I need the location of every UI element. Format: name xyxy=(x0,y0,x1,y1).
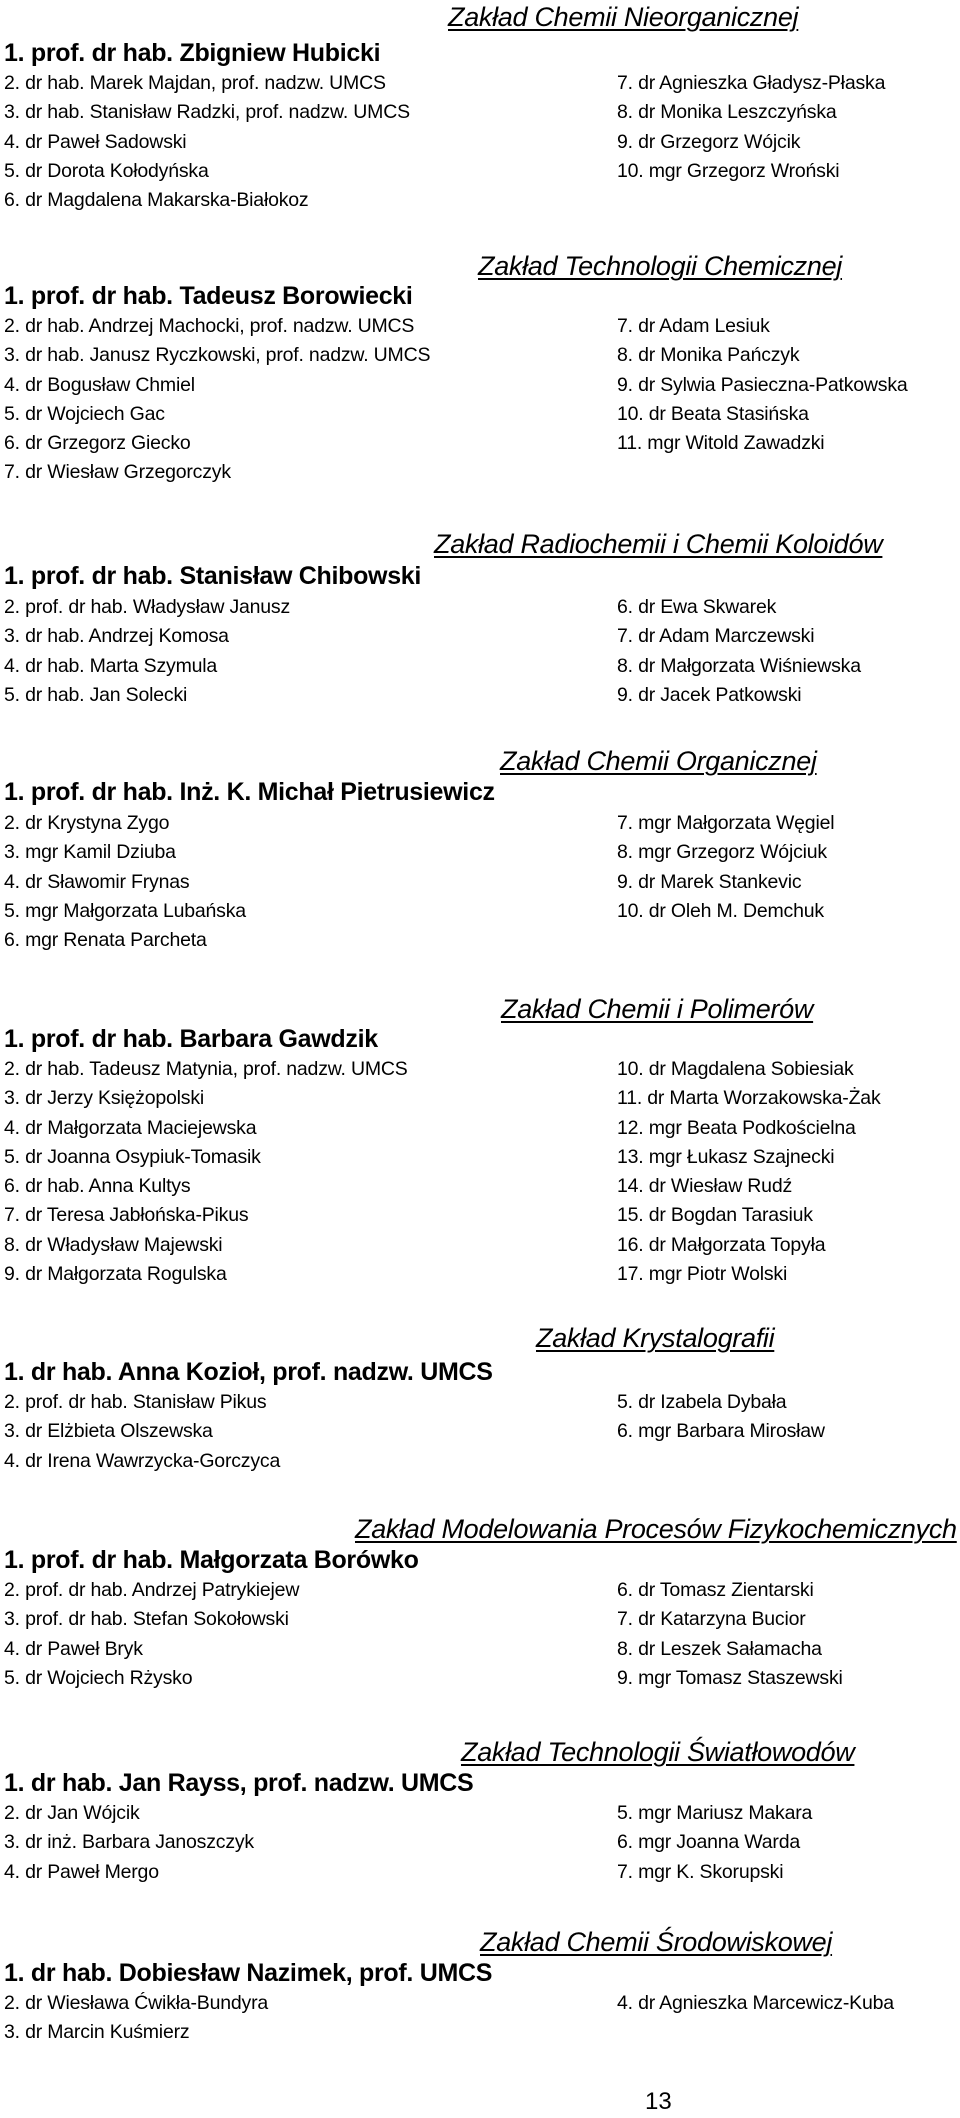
staff-member: 3. dr Jerzy Księżopolski xyxy=(4,1087,205,1110)
staff-member: 7. dr Teresa Jabłońska-Pikus xyxy=(4,1204,249,1227)
staff-member: 7. dr Agnieszka Gładysz-Płaska xyxy=(617,72,886,94)
department-title: Zakład Chemii Organicznej xyxy=(500,746,817,776)
staff-member: 3. mgr Kamil Dziuba xyxy=(4,841,176,864)
staff-member: 10. dr Magdalena Sobiesiak xyxy=(617,1058,854,1080)
staff-column-left xyxy=(4,809,246,955)
staff-member: 6. dr Magdalena Makarska-Białokoz xyxy=(4,189,309,212)
department-head: 1. dr hab. Dobiesław Nazimek, prof. UMCS xyxy=(4,1959,493,1987)
staff-member: 4. dr hab. Marta Szymula xyxy=(4,654,218,677)
staff-member: 11. dr Marta Worzakowska-Żak xyxy=(617,1087,881,1110)
staff-column-right xyxy=(617,312,908,458)
staff-member: 2. prof. dr hab. Stanisław Pikus xyxy=(4,1391,267,1413)
staff-member: 4. dr Paweł Bryk xyxy=(4,1637,143,1660)
staff-member: 7. dr Wiesław Grzegorczyk xyxy=(4,461,231,484)
staff-member: 2. dr Wiesława Ćwikła-Bundyra xyxy=(4,1992,269,2014)
department-title: Zakład Chemii Środowiskowej xyxy=(480,1927,833,1957)
department-title: Zakład Chemii Nieorganicznej xyxy=(448,2,799,32)
staff-member: 5. mgr Małgorzata Lubańska xyxy=(4,899,246,922)
staff-member: 2. dr Jan Wójcik xyxy=(4,1802,140,1824)
department-head: 1. dr hab. Jan Rayss, prof. nadzw. UMCS xyxy=(4,1769,474,1797)
staff-member: 2. dr Krystyna Zygo xyxy=(4,812,170,834)
staff-member: 8. dr Władysław Majewski xyxy=(4,1233,223,1256)
staff-member: 5. dr Dorota Kołodyńska xyxy=(4,159,209,182)
staff-member: 6. mgr Joanna Warda xyxy=(617,1831,800,1854)
staff-member: 4. dr Bogusław Chmiel xyxy=(4,373,195,396)
staff-column-right xyxy=(617,593,861,710)
staff-member: 8. dr Leszek Sałamacha xyxy=(617,1637,822,1660)
staff-member: 4. dr Małgorzata Maciejewska xyxy=(4,1116,257,1139)
staff-column-right xyxy=(617,1799,812,1887)
staff-member: 2. dr hab. Tadeusz Matynia, prof. nadzw. UMCS xyxy=(4,1058,408,1080)
staff-column-left xyxy=(4,1799,254,1887)
page-number: 13 xyxy=(645,2088,672,2115)
staff-member: 3. dr hab. Andrzej Komosa xyxy=(4,625,229,648)
staff-member: 4. dr Paweł Sadowski xyxy=(4,130,187,153)
staff-column-left xyxy=(4,312,430,488)
staff-member: 5. dr Izabela Dybała xyxy=(617,1391,787,1413)
staff-member: 7. dr Adam Lesiuk xyxy=(617,315,770,337)
staff-member: 9. mgr Tomasz Staszewski xyxy=(617,1666,843,1689)
staff-column-right xyxy=(617,1388,825,1447)
staff-member: 3. dr hab. Stanisław Radzki, prof. nadzw. UMCS xyxy=(4,101,410,124)
staff-member: 7. dr Katarzyna Bucior xyxy=(617,1608,806,1631)
staff-member: 12. mgr Beata Podkościelna xyxy=(617,1116,856,1139)
staff-member: 9. dr Jacek Patkowski xyxy=(617,683,802,706)
staff-column-right xyxy=(617,1576,843,1693)
department-title: Zakład Modelowania Procesów Fizykochemicznych xyxy=(355,1514,957,1544)
staff-member: 6. mgr Renata Parcheta xyxy=(4,929,207,952)
staff-column-left xyxy=(4,1055,408,1289)
department-head: 1. prof. dr hab. Inż. K. Michał Pietrusiewicz xyxy=(4,778,495,806)
staff-member: 10. dr Oleh M. Demchuk xyxy=(617,899,824,922)
staff-member: 13. mgr Łukasz Szajnecki xyxy=(617,1145,835,1168)
staff-column-left xyxy=(4,69,410,215)
staff-member: 6. dr Grzegorz Giecko xyxy=(4,432,191,455)
staff-column-left xyxy=(4,593,290,710)
staff-column-left xyxy=(4,1576,299,1693)
staff-member: 16. dr Małgorzata Topyła xyxy=(617,1233,826,1256)
staff-member: 6. dr hab. Anna Kultys xyxy=(4,1175,191,1198)
staff-member: 10. dr Beata Stasińska xyxy=(617,402,809,425)
staff-member: 11. mgr Witold Zawadzki xyxy=(617,432,825,455)
staff-member: 10. mgr Grzegorz Wroński xyxy=(617,159,840,182)
staff-member: 9. dr Grzegorz Wójcik xyxy=(617,130,801,153)
staff-member: 6. dr Ewa Skwarek xyxy=(617,596,777,618)
staff-member: 2. dr hab. Marek Majdan, prof. nadzw. UMCS xyxy=(4,72,386,94)
department-head: 1. prof. dr hab. Stanisław Chibowski xyxy=(4,562,422,590)
department-title: Zakład Technologii Chemicznej xyxy=(478,251,843,281)
staff-member: 3. dr hab. Janusz Ryczkowski, prof. nadzw. UMCS xyxy=(4,344,431,367)
staff-member: 3. dr Marcin Kuśmierz xyxy=(4,2021,190,2044)
department-title: Zakład Krystalografii xyxy=(536,1323,775,1353)
staff-column-left xyxy=(4,1989,268,2048)
department-title: Zakład Technologii Światłowodów xyxy=(461,1737,855,1767)
staff-member: 3. dr inż. Barbara Janoszczyk xyxy=(4,1831,254,1854)
staff-member: 8. dr Monika Pańczyk xyxy=(617,344,800,367)
staff-member: 7. dr Adam Marczewski xyxy=(617,625,815,648)
staff-member: 9. dr Marek Stankevic xyxy=(617,870,802,893)
staff-member: 15. dr Bogdan Tarasiuk xyxy=(617,1204,813,1227)
staff-member: 6. dr Tomasz Zientarski xyxy=(617,1579,814,1601)
staff-column-right xyxy=(617,1989,894,2018)
staff-member: 2. prof. dr hab. Andrzej Patrykiejew xyxy=(4,1579,300,1601)
staff-member: 5. dr hab. Jan Solecki xyxy=(4,683,188,706)
staff-member: 5. dr Wojciech Gac xyxy=(4,402,165,425)
staff-member: 17. mgr Piotr Wolski xyxy=(617,1263,788,1286)
department-head: 1. dr hab. Anna Kozioł, prof. nadzw. UMCS xyxy=(4,1358,493,1386)
staff-member: 5. dr Wojciech Rżysko xyxy=(4,1666,193,1689)
staff-column-left xyxy=(4,1388,280,1476)
department-head: 1. prof. dr hab. Barbara Gawdzik xyxy=(4,1025,378,1053)
staff-column-right xyxy=(617,69,885,186)
staff-member: 5. mgr Mariusz Makara xyxy=(617,1802,813,1824)
staff-member: 2. prof. dr hab. Władysław Janusz xyxy=(4,596,291,618)
staff-member: 6. mgr Barbara Mirosław xyxy=(617,1420,825,1443)
staff-member: 2. dr hab. Andrzej Machocki, prof. nadzw. UMCS xyxy=(4,315,415,337)
staff-member: 5. dr Joanna Osypiuk-Tomasik xyxy=(4,1145,261,1168)
department-title: Zakład Radiochemii i Chemii Koloidów xyxy=(434,529,883,559)
staff-member: 4. dr Irena Wawrzycka-Gorczyca xyxy=(4,1449,281,1472)
staff-member: 14. dr Wiesław Rudź xyxy=(617,1175,793,1198)
staff-member: 8. dr Małgorzata Wiśniewska xyxy=(617,654,861,677)
staff-member: 4. dr Sławomir Frynas xyxy=(4,870,190,893)
department-head: 1. prof. dr hab. Zbigniew Hubicki xyxy=(4,39,381,67)
department-title: Zakład Chemii i Polimerów xyxy=(501,994,814,1024)
staff-member: 9. dr Małgorzata Rogulska xyxy=(4,1263,227,1286)
staff-member: 4. dr Paweł Mergo xyxy=(4,1860,159,1883)
staff-member: 7. mgr Małgorzata Węgiel xyxy=(617,812,835,834)
staff-member: 8. mgr Grzegorz Wójciuk xyxy=(617,841,827,864)
staff-member: 7. mgr K. Skorupski xyxy=(617,1860,784,1883)
department-head: 1. prof. dr hab. Tadeusz Borowiecki xyxy=(4,282,413,310)
staff-column-right xyxy=(617,1055,881,1289)
staff-member: 8. dr Monika Leszczyńska xyxy=(617,101,837,124)
department-head: 1. prof. dr hab. Małgorzata Borówko xyxy=(4,1546,419,1574)
staff-member: 4. dr Agnieszka Marcewicz-Kuba xyxy=(617,1992,894,2014)
staff-member: 9. dr Sylwia Pasieczna-Patkowska xyxy=(617,373,908,396)
staff-member: 3. prof. dr hab. Stefan Sokołowski xyxy=(4,1608,289,1631)
staff-member: 3. dr Elżbieta Olszewska xyxy=(4,1420,213,1443)
staff-column-right xyxy=(617,809,834,926)
